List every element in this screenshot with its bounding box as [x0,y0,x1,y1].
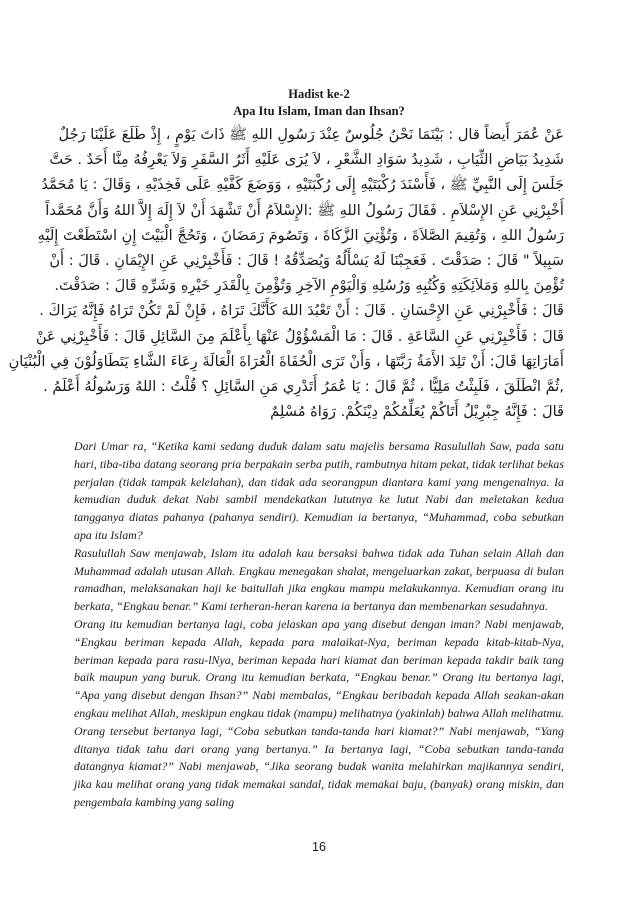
arabic-line: رَسُولُ اللهِ ، وَتُقِيمَ الصَّلاَةَ ، وَتُؤْتِيَ الزَّكَاةَ ، وَتَصُومَ رَمَضَانَ ، وَتَحُجَّ الْبَيْتَ إِنِ اسْتَطَعْتَ إِلَيْهِ [37,226,564,244]
translation-paragraph: Dari Umar ra, “Ketika kami sedang duduk dalam satu majelis bersama Rasulullah Saw, pada satu hari, tiba-tiba datang seorang pria berpakain serba putih, rambutnya hitam pekat, tidak terlihat bekas perjalan (tidak tampak kelelahan), dan tidak ada seorangpun diantara kami yang mengenalnya. Ia kemudian duduk dekat Nabi sambil mendekatkan lututnya ke lutut Nabi dan meletakan kedua tangganya diatas pahanya (pahanya sendiri). Kemudian ia bertanya, “Muhammad, coba sebutkan apa itu Islam? [74,439,564,542]
hadith-title: Hadist ke-2 [288,87,350,101]
page-number: 16 [312,840,326,854]
arabic-text [8,122,564,424]
arabic-line: قَالَ : فَأَخْبِرْنِي عَنِ السَّاعَةِ . قَالَ : مَا الْمَسْؤُوْلُ عَنْهَا بِأَعْلَمَ مِنَ السَّائِلِ قَالَ : فَأَخْبِرْنِي عَنْ [35,327,564,345]
arabic-line: عَنْ عُمَرَ أَيضاً قال : بَيْنَمَا نَحْنُ جُلُوسٌ عِنْدَ رَسُولِ اللهِ ﷺ ذَاتَ يَوْمٍ ، إِذْ طَلَعَ عَلَيْنَا رَجُلٌ [58,126,564,143]
arabic-line: أَخْبِرْنِي عَنِ الإِسْلاَمِ . فَقَالَ رَسُولُ اللهِ ﷺ :الإِسْلاَمُ أَنْ تَشْهَدَ أَنْ لاَ إِلَهَ إِلاَّ اللهُ وَأَنَّ مُحَمَّداً [45,201,564,219]
arabic-line: سَبِيلاً " قَالَ : صَدَقْتَ . فَعَجِبْنَا لَهُ يَسْأَلُهُ وَيُصَدِّقُهُ ! قَالَ : فَأَخْبِرْنِي عَنِ الإِيْمَانِ . قَالَ : أَنْ [49,251,564,269]
translation-paragraph: Rasulullah Saw menjawab, Islam itu adalah kau bersaksi bahwa tidak ada Tuhan selain Allah dan Muhammad adalah utusan Allah. Engkau menegakan shalat, mengeluarkan zakat, berpuasa di bulan ramadhan, melaksanakan haji ke baitullah jika engkau mampu melakukannya. Kemudian orang itu berkata, “Engkau benar.” Kami terheran-heran karena ia bertanya dan membenarkan sesudahnya. [74,545,564,614]
arabic-line: قَالَ : فَإِنَّهُ جِبْرِيْلُ أَتَاكُمْ يُعَلِّمُكُمْ دِيْنَكُمْ. رَوَاهُ مُسْلِمٌ [270,403,564,421]
arabic-line: جَلَسَ إِلَى النَّبِيِّ ﷺ ، فَأَسْنَدَ رُكْبَتَيْهِ إِلَى رُكْبَتَيْهِ ، وَوَضَعَ كَفَّيْهِ عَلَى فَخِذَيْهِ ، وَقَالَ : يَا مُحَمَّدُ [41,176,564,194]
translation-text [74,438,564,812]
translation-paragraph: Orang itu kemudian bertanya lagi, coba jelaskan apa yang disebut dengan iman? Nabi menjawab, “Engkau beriman kepada Allah, kepada para malaikat-Nya, beriman kepada kitab-kitab-Nya, beriman kepada para rasu-lNya, beriman kepada hari kiamat dan beriman kepada takdir baik tang baik maupun yang buruk. Orang itu kemudian berkata, “Engkau benar.” Orang itu bertanya lagi, “Apa yang disebut dengan Ihsan?” Nabi membalas, “Engkau beribadah kepada Allah seakan-akan engkau melihat Allah, meskipun engkau tidak (mampu) melihatnya (yakinlah) bahwa Allah melihatmu. Orang tersebut bertanya lagi, “Coba sebutkan tanda-tanda hari kiamat?” Nabi menjawab, “Yang ditanya tidak tahu dari orang yang bertanya.” Ia bertanya lagi, “Coba sebutkan tanda-tanda datangnya kiamat?” Nabi menjawab, “Jika seorang budak wanita melahirkan majikannya sendiri, jika kau melihat orang yang tidak memakai sandal, tidak memakai baju, (banyak) orang miskin, dan pengembala kambing yang saling [74,616,564,809]
heading-block [0,86,638,120]
arabic-line: قَالَ : فَأَخْبِرْنِي عَنِ الإِحْسَانِ . قَالَ : أَنْ تَعْبُدَ اللهَ كَأَنَّكَ تَرَاهُ ، فَإِنْ لَمْ تَكُنْ تَرَاهُ فَإِنَّهُ يَرَاكَ . [39,302,564,320]
arabic-line: أَمَارَاتِهَا قَالَ: أَنْ تَلِدَ الأَمَةُ رَبَّتَهَا ، وَأَنْ تَرَى الْحُفَاةَ الْعُرَاةَ الْعَالَةَ رِعَاءَ الشَّاءِ يَتَطَاوَلُوْنَ فِي الْبُنْيَانِ [8,352,564,370]
arabic-line: شَدِيدُ بَيَاضِ الثِّيَابِ ، شَدِيدُ سَوَادِ الشَّعْرِ ، لاَ يُرَى عَلَيْهِ أَثَرُ السَّفَرِ وَلاَ يَعْرِفُهُ مِنَّا أَحَدٌ . حَتَّ [49,151,564,169]
hadith-subtitle: Apa Itu Islam, Iman dan Ihsan? [233,104,405,118]
arabic-line: تُؤْمِنَ بِاللهِ وَمَلاَئِكَتِهِ وَكُتُبِهِ وَرُسُلِهِ وَالْيَوْمِ الآخِرِ وَتُؤْمِنَ بِالْقَدَرِ خَيْرِهِ وَشَرِّهِ قَالَ : صَدَقْتَ. [54,277,564,295]
arabic-line: ,ثُمَّ انْطَلَقَ ، فَلَبِثْتُ مَلِيًّا ، ثُمَّ قَالَ : يَا عُمَرُ أَتَدْرِي مَنِ السَّائِلِ ؟ قُلْتُ : اللهُ وَرَسُولُهُ أَعْلَمُ . [43,377,564,395]
